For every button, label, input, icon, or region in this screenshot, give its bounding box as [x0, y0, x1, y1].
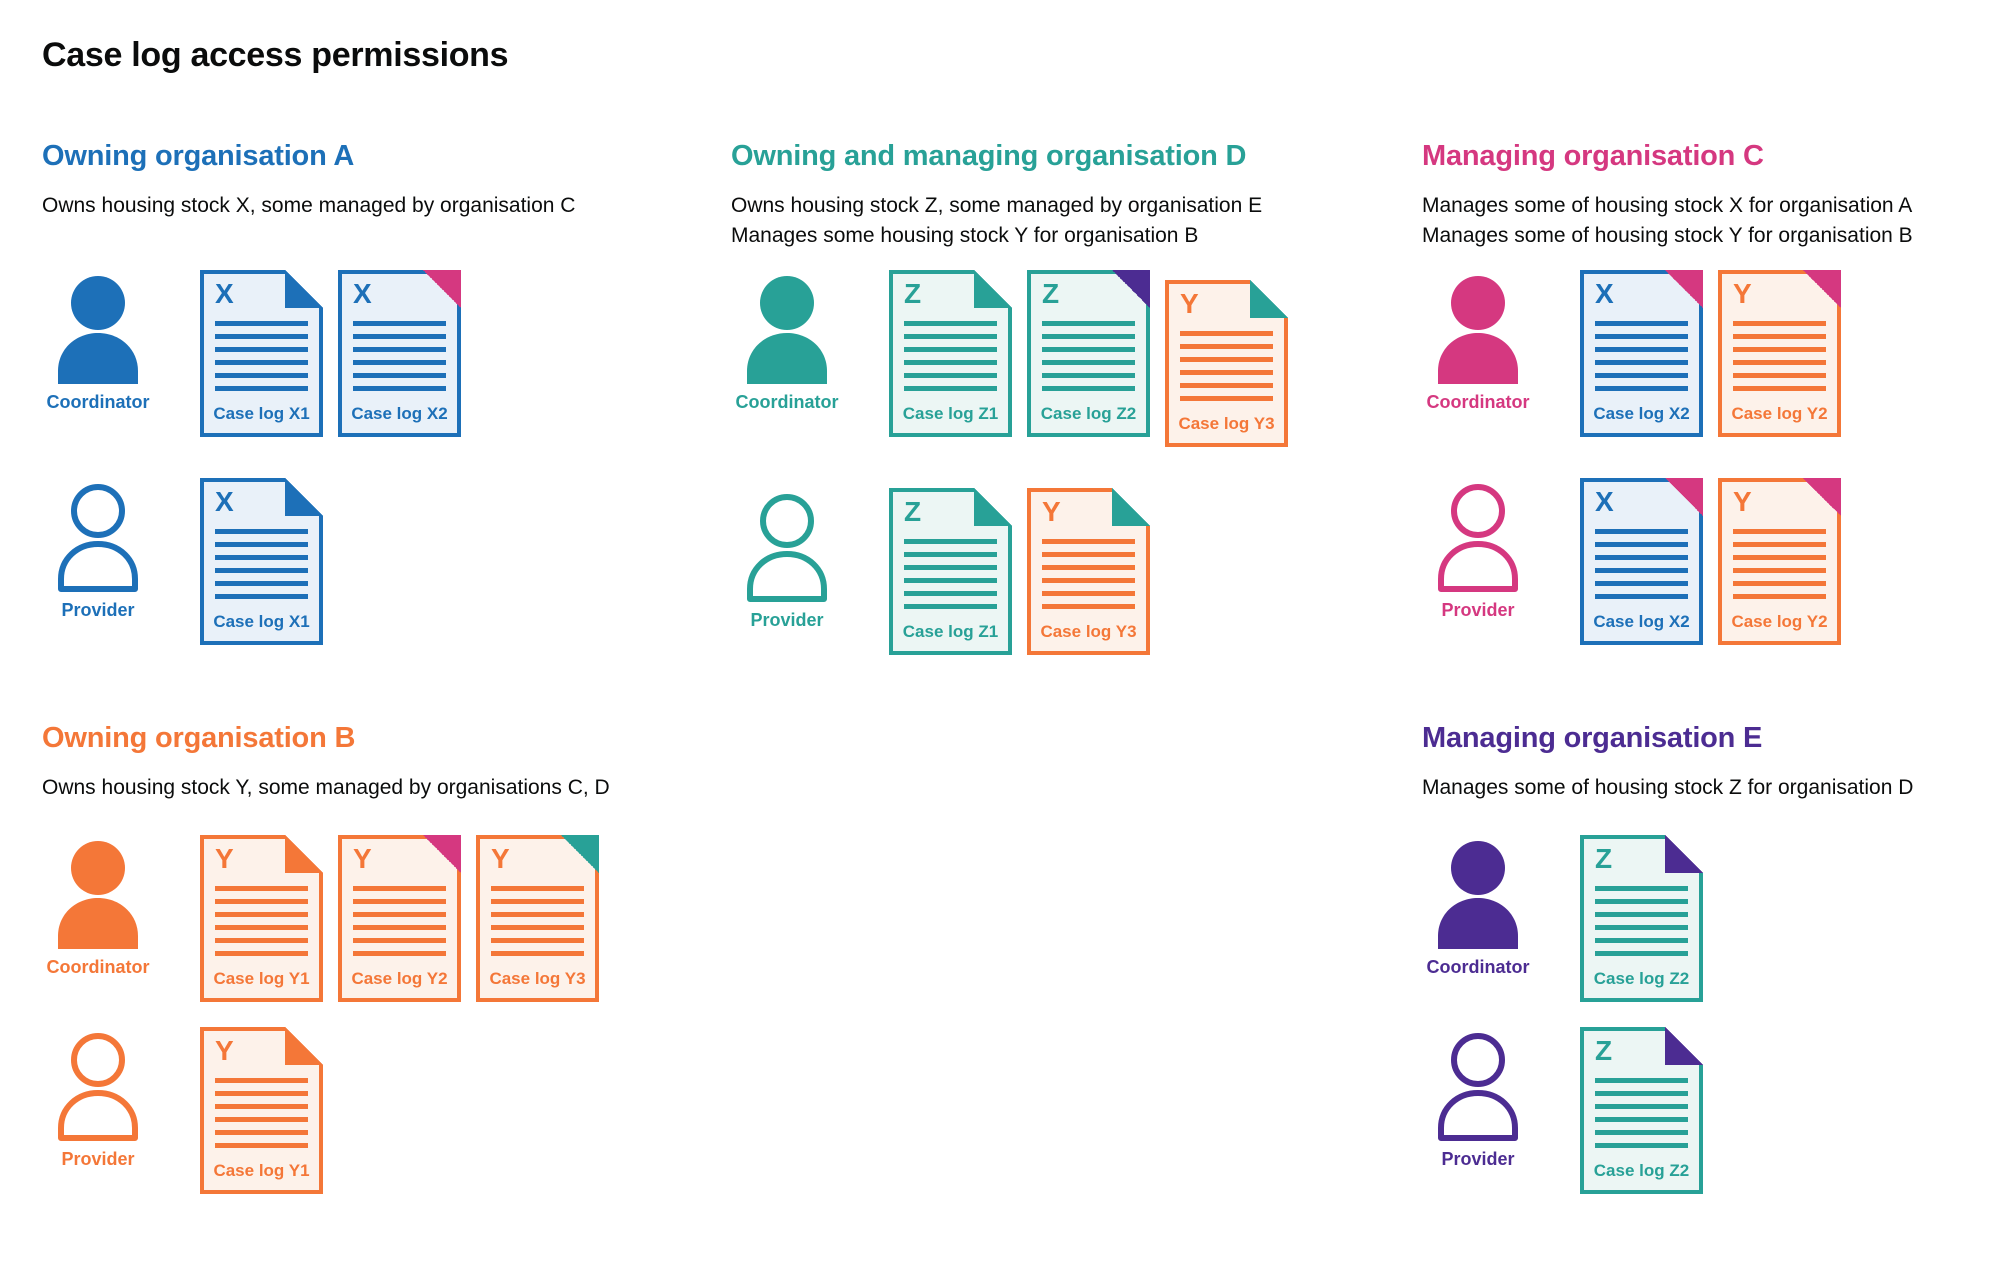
role-row-provider — [42, 1027, 599, 1194]
document-stock-letter: X — [215, 486, 234, 517]
document-text-line — [353, 373, 446, 378]
document-label: Case log Z1 — [902, 404, 999, 423]
section-description-line: Manages some of housing stock Z for organisation D — [1422, 776, 1914, 799]
document-stock-letter: Y — [215, 1035, 234, 1066]
case-log-documents — [1580, 478, 1841, 645]
person-filled-icon — [1430, 274, 1526, 384]
section-description — [731, 191, 1391, 251]
case-log-document — [1165, 280, 1288, 447]
document-text-line — [1042, 373, 1135, 378]
document-stock-letter: Y — [353, 843, 372, 874]
document-text-line — [353, 951, 446, 956]
document-text-lines — [215, 1078, 308, 1148]
person-outline-icon — [1430, 1031, 1526, 1141]
document-text-line — [491, 938, 584, 943]
role-row-provider — [42, 478, 461, 645]
role-icon-column — [1422, 1027, 1534, 1170]
role-row-provider — [1422, 478, 1841, 645]
document-text-line — [353, 360, 446, 365]
document-text-line — [1042, 591, 1135, 596]
document-label: Case log Z2 — [1593, 969, 1690, 988]
document-stock-letter: Z — [1042, 278, 1060, 309]
person-outline-icon — [50, 482, 146, 592]
role-row-coordinator — [42, 835, 599, 1002]
document-text-line — [215, 555, 308, 560]
role-row-provider — [731, 488, 1288, 655]
person-outline-icon — [1430, 482, 1526, 592]
document-label: Case log Z2 — [1040, 404, 1137, 423]
document-corner-fold — [285, 835, 323, 873]
document-text-line — [353, 938, 446, 943]
case-log-documents — [200, 478, 323, 645]
document-corner-patch — [1112, 270, 1150, 308]
document-label: Case log Y2 — [1731, 612, 1828, 631]
document-text-line — [1042, 386, 1135, 391]
section-description-line: Owns housing stock Y, some managed by organisations C, D — [42, 776, 610, 799]
section-description — [1422, 773, 1992, 803]
document-text-line — [1595, 347, 1688, 352]
document-stock-letter: Y — [491, 843, 510, 874]
document-label: Case log Y3 — [1040, 622, 1137, 641]
case-log-document — [1580, 1027, 1703, 1194]
role-label: Coordinator — [735, 392, 839, 412]
role-label: Coordinator — [46, 957, 150, 977]
document-text-line — [215, 347, 308, 352]
case-log-documents — [889, 270, 1288, 447]
role-label: Provider — [1441, 1149, 1515, 1169]
role-label: Coordinator — [1426, 957, 1530, 977]
document-label: Case log X2 — [1593, 404, 1690, 423]
role-row-coordinator — [1422, 835, 1703, 1002]
document-text-lines — [904, 539, 997, 609]
document-text-line — [1733, 555, 1826, 560]
document-label: Case log X2 — [351, 404, 448, 423]
document-corner-patch — [1665, 478, 1703, 516]
document-corner-fold — [1665, 1027, 1703, 1065]
document-text-lines — [904, 321, 997, 391]
document-corner-fold — [1250, 280, 1288, 318]
document-text-line — [904, 578, 997, 583]
document-text-line — [353, 386, 446, 391]
document-text-lines — [1042, 321, 1135, 391]
section-rows — [42, 835, 599, 1219]
section-title: Owning organisation B — [42, 722, 356, 754]
document-text-line — [904, 347, 997, 352]
role-icon-column — [1422, 270, 1534, 413]
document-text-line — [215, 360, 308, 365]
case-log-documents — [889, 488, 1150, 655]
section-managing-organisation-c — [1422, 140, 1992, 631]
section-description-line: Manages some of housing stock Y for organisation B — [1422, 224, 1913, 247]
document-text-line — [1733, 594, 1826, 599]
document-text-line — [1595, 1130, 1688, 1135]
role-row-coordinator — [42, 270, 461, 437]
document-text-line — [353, 347, 446, 352]
document-stock-letter: Y — [1733, 486, 1752, 517]
section-description — [42, 773, 702, 803]
page-title: Case log access permissions — [42, 36, 509, 74]
document-text-line — [1042, 565, 1135, 570]
document-text-lines — [1595, 1078, 1688, 1148]
case-log-document — [889, 488, 1012, 655]
document-text-line — [215, 1143, 308, 1148]
section-title: Owning organisation A — [42, 140, 355, 172]
document-label: Case log X1 — [213, 612, 310, 631]
document-text-line — [353, 886, 446, 891]
document-stock-letter: X — [1595, 486, 1614, 517]
document-text-line — [491, 912, 584, 917]
document-text-line — [491, 899, 584, 904]
document-text-line — [353, 899, 446, 904]
document-text-line — [1180, 344, 1273, 349]
document-text-line — [904, 373, 997, 378]
section-title: Owning and managing organisation D — [731, 140, 1247, 172]
section-description — [1422, 191, 1992, 251]
document-text-line — [1042, 552, 1135, 557]
document-text-line — [904, 552, 997, 557]
document-text-line — [904, 386, 997, 391]
document-text-line — [215, 899, 308, 904]
case-log-document — [1718, 478, 1841, 645]
role-icon-column — [731, 270, 843, 413]
document-text-line — [1180, 396, 1273, 401]
document-text-line — [353, 912, 446, 917]
document-text-line — [1042, 360, 1135, 365]
case-log-documents — [200, 1027, 323, 1194]
document-text-line — [491, 886, 584, 891]
document-text-line — [1733, 568, 1826, 573]
document-text-line — [1733, 542, 1826, 547]
role-icon-column — [42, 1027, 154, 1170]
document-text-line — [1042, 347, 1135, 352]
case-log-document — [1718, 270, 1841, 437]
document-text-lines — [491, 886, 584, 956]
role-icon-column — [42, 270, 154, 413]
document-corner-fold — [1112, 488, 1150, 526]
document-text-line — [215, 1078, 308, 1083]
document-text-line — [1042, 604, 1135, 609]
role-icon-column — [1422, 835, 1534, 978]
document-text-line — [1733, 321, 1826, 326]
document-text-line — [1733, 334, 1826, 339]
document-text-line — [1180, 383, 1273, 388]
document-text-line — [215, 594, 308, 599]
document-corner-fold — [974, 270, 1012, 308]
document-label: Case log Y3 — [1178, 414, 1275, 433]
document-text-line — [1042, 539, 1135, 544]
document-corner-patch — [1665, 270, 1703, 308]
role-label: Provider — [1441, 600, 1515, 620]
document-stock-letter: Y — [1180, 288, 1199, 319]
document-text-line — [215, 938, 308, 943]
document-text-lines — [1595, 529, 1688, 599]
document-text-line — [1733, 360, 1826, 365]
document-stock-letter: Z — [904, 496, 922, 527]
case-log-documents — [1580, 270, 1841, 437]
person-filled-icon — [50, 839, 146, 949]
document-text-line — [1733, 347, 1826, 352]
document-text-line — [215, 1117, 308, 1122]
document-text-line — [215, 386, 308, 391]
document-stock-letter: Y — [1042, 496, 1061, 527]
case-log-document — [1580, 270, 1703, 437]
document-text-line — [904, 321, 997, 326]
document-text-line — [1595, 568, 1688, 573]
document-text-line — [1595, 542, 1688, 547]
document-text-line — [1595, 321, 1688, 326]
document-text-line — [1595, 373, 1688, 378]
document-text-line — [904, 334, 997, 339]
document-text-line — [1595, 938, 1688, 943]
role-label: Provider — [61, 600, 135, 620]
person-filled-icon — [50, 274, 146, 384]
document-text-line — [1595, 1078, 1688, 1083]
document-text-line — [1042, 578, 1135, 583]
case-log-document — [338, 835, 461, 1002]
person-filled-icon — [1430, 839, 1526, 949]
document-text-lines — [1595, 886, 1688, 956]
document-text-line — [1042, 334, 1135, 339]
case-log-document — [200, 478, 323, 645]
section-title: Managing organisation C — [1422, 140, 1764, 172]
document-stock-letter: Z — [904, 278, 922, 309]
case-log-document — [1580, 835, 1703, 1002]
case-log-document — [1027, 270, 1150, 437]
document-text-lines — [215, 529, 308, 599]
section-rows — [1422, 270, 1841, 686]
case-log-document — [200, 835, 323, 1002]
document-text-line — [215, 1130, 308, 1135]
document-corner-fold — [974, 488, 1012, 526]
person-outline-icon — [50, 1031, 146, 1141]
document-stock-letter: Z — [1595, 843, 1613, 874]
document-text-line — [1595, 529, 1688, 534]
role-row-coordinator — [731, 270, 1288, 447]
document-label: Case log Y2 — [1731, 404, 1828, 423]
document-text-line — [215, 568, 308, 573]
document-text-line — [904, 604, 997, 609]
section-description — [42, 191, 702, 221]
document-text-lines — [1042, 539, 1135, 609]
document-text-lines — [215, 886, 308, 956]
document-text-line — [215, 886, 308, 891]
document-text-line — [1733, 529, 1826, 534]
document-text-line — [215, 334, 308, 339]
section-description-line: Manages some of housing stock X for organisation A — [1422, 194, 1913, 217]
section-owning-organisation-b — [42, 722, 702, 1180]
document-text-line — [1595, 951, 1688, 956]
section-title: Managing organisation E — [1422, 722, 1763, 754]
document-text-line — [1595, 912, 1688, 917]
document-text-line — [1180, 370, 1273, 375]
document-text-line — [1595, 1117, 1688, 1122]
person-filled-icon — [739, 274, 835, 384]
document-text-line — [353, 321, 446, 326]
document-text-line — [1595, 594, 1688, 599]
document-stock-letter: Y — [1733, 278, 1752, 309]
role-icon-column — [42, 835, 154, 978]
document-text-line — [904, 539, 997, 544]
section-owning-organisation-a — [42, 140, 702, 631]
document-text-lines — [1733, 321, 1826, 391]
document-text-line — [1595, 1143, 1688, 1148]
document-text-line — [215, 925, 308, 930]
section-rows — [42, 270, 461, 686]
role-row-provider — [1422, 1027, 1703, 1194]
section-description-line: Manages some housing stock Y for organisation B — [731, 224, 1199, 247]
case-log-document — [200, 270, 323, 437]
document-text-line — [353, 334, 446, 339]
document-text-line — [491, 951, 584, 956]
document-text-line — [904, 565, 997, 570]
document-label: Case log Y3 — [489, 969, 586, 988]
case-log-document — [476, 835, 599, 1002]
document-text-line — [215, 581, 308, 586]
document-stock-letter: X — [353, 278, 372, 309]
document-text-line — [1595, 925, 1688, 930]
document-stock-letter: Z — [1595, 1035, 1613, 1066]
document-text-line — [1595, 1104, 1688, 1109]
document-text-line — [1595, 334, 1688, 339]
document-text-lines — [1733, 529, 1826, 599]
document-label: Case log X1 — [213, 404, 310, 423]
document-label: Case log Y1 — [213, 969, 310, 988]
document-stock-letter: Y — [215, 843, 234, 874]
document-text-line — [1733, 581, 1826, 586]
document-text-line — [1595, 360, 1688, 365]
section-rows — [1422, 835, 1703, 1219]
document-text-line — [1595, 581, 1688, 586]
case-log-document — [889, 270, 1012, 437]
section-owning-and-managing-organisation-d — [731, 140, 1391, 641]
document-text-line — [1595, 886, 1688, 891]
document-stock-letter: X — [1595, 278, 1614, 309]
section-description-line: Owns housing stock Z, some managed by organisation E — [731, 194, 1263, 217]
document-corner-fold — [285, 478, 323, 516]
case-log-document — [338, 270, 461, 437]
role-label: Coordinator — [1426, 392, 1530, 412]
case-log-document — [1027, 488, 1150, 655]
document-label: Case log Z1 — [902, 622, 999, 641]
document-corner-patch — [1803, 270, 1841, 308]
document-text-line — [215, 542, 308, 547]
role-label: Provider — [750, 610, 824, 630]
document-text-line — [215, 1091, 308, 1096]
document-text-line — [1733, 373, 1826, 378]
case-log-documents — [1580, 1027, 1703, 1194]
role-icon-column — [1422, 478, 1534, 621]
document-text-line — [353, 925, 446, 930]
document-text-line — [1733, 386, 1826, 391]
document-stock-letter: X — [215, 278, 234, 309]
section-description-line: Owns housing stock X, some managed by organisation C — [42, 194, 576, 217]
case-log-documents — [200, 835, 599, 1002]
document-text-line — [904, 591, 997, 596]
section-managing-organisation-e — [1422, 722, 1992, 1180]
document-text-line — [1595, 386, 1688, 391]
document-text-line — [1180, 357, 1273, 362]
case-log-documents — [200, 270, 461, 437]
role-label: Coordinator — [46, 392, 150, 412]
document-text-lines — [1180, 331, 1273, 401]
document-text-line — [215, 912, 308, 917]
person-outline-icon — [739, 492, 835, 602]
document-text-line — [215, 529, 308, 534]
role-row-coordinator — [1422, 270, 1841, 437]
document-text-line — [1180, 331, 1273, 336]
document-label: Case log Y2 — [351, 969, 448, 988]
document-label: Case log Z2 — [1593, 1161, 1690, 1180]
document-label: Case log Y1 — [213, 1161, 310, 1180]
document-corner-patch — [423, 270, 461, 308]
document-text-line — [1595, 1091, 1688, 1096]
document-text-lines — [215, 321, 308, 391]
document-text-lines — [353, 321, 446, 391]
document-text-line — [1042, 321, 1135, 326]
document-text-line — [215, 951, 308, 956]
case-log-documents — [1580, 835, 1703, 1002]
document-text-line — [491, 925, 584, 930]
document-text-lines — [353, 886, 446, 956]
document-text-line — [215, 321, 308, 326]
document-label: Case log X2 — [1593, 612, 1690, 631]
case-log-document — [200, 1027, 323, 1194]
document-corner-fold — [285, 270, 323, 308]
document-text-line — [1595, 555, 1688, 560]
role-icon-column — [731, 488, 843, 631]
role-icon-column — [42, 478, 154, 621]
document-text-lines — [1595, 321, 1688, 391]
section-rows — [731, 270, 1288, 696]
document-corner-fold — [1665, 835, 1703, 873]
document-text-line — [1595, 899, 1688, 904]
document-corner-fold — [285, 1027, 323, 1065]
document-text-line — [215, 373, 308, 378]
document-corner-patch — [561, 835, 599, 873]
document-text-line — [904, 360, 997, 365]
role-label: Provider — [61, 1149, 135, 1169]
case-log-document — [1580, 478, 1703, 645]
document-corner-patch — [1803, 478, 1841, 516]
document-corner-patch — [423, 835, 461, 873]
document-text-line — [215, 1104, 308, 1109]
